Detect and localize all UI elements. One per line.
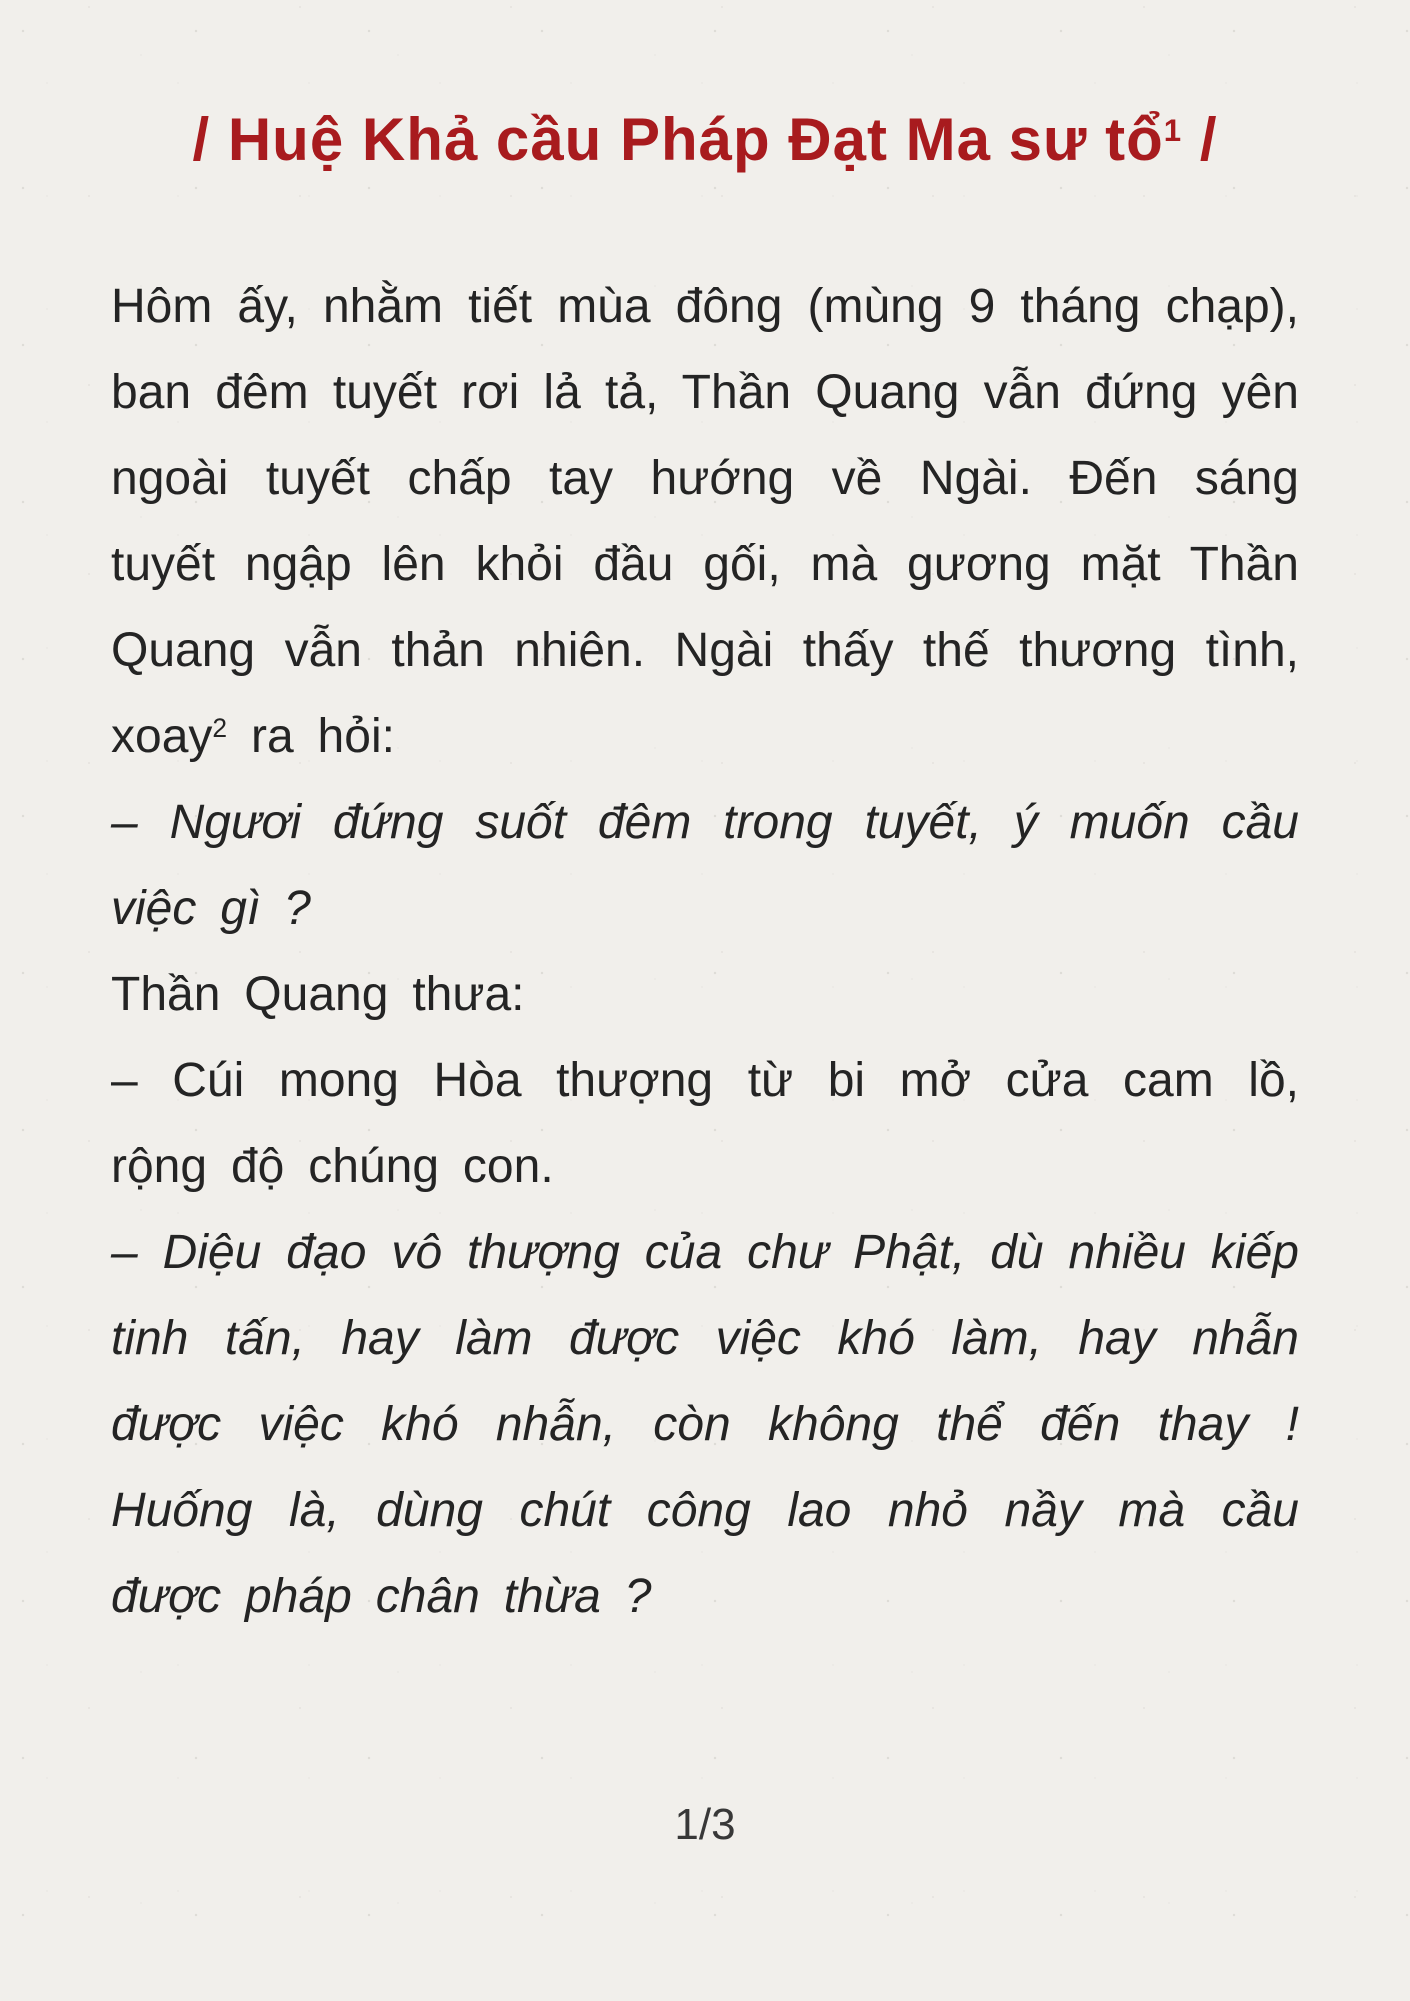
- paragraph: [111, 952, 1299, 1038]
- text-run: Thần Quang thưa:: [111, 968, 525, 1021]
- text-run: Hôm ấy, nhằm tiết mùa đông (mùng 9 tháng chạp), ban đêm tuyết rơi lả tả, Thần Quang vẫn đứng yên ngoài tuyết chấp tay hướng về Ngài. Đến sáng tuyết ngập lên khỏi đầu gối, mà gương mặt Thần Quang vẫn thản nhiên. Ngài thấy thế thương tình, xoay: [111, 280, 1299, 763]
- paragraph: [111, 780, 1299, 952]
- text-run: – Cúi mong Hòa thượng từ bi mở cửa cam lồ, rộng độ chúng con.: [111, 1054, 1299, 1193]
- page-number: 1/3: [674, 1800, 736, 1849]
- title-footnote-marker: 1: [1163, 113, 1183, 149]
- page-title: [0, 0, 1410, 176]
- page-title-text: / Huệ Khả cầu Pháp Đạt Ma sư tổ: [192, 106, 1164, 173]
- paragraph: [111, 1210, 1299, 1640]
- page-title-trailing-slash: /: [1182, 106, 1218, 173]
- footnote-marker: 2: [212, 713, 228, 744]
- text-run: – Ngươi đứng suốt đêm trong tuyết, ý muốn cầu việc gì ?: [111, 796, 1299, 935]
- body-text: [111, 264, 1299, 1640]
- paragraph: [111, 264, 1299, 780]
- text-run: – Diệu đạo vô thượng của chư Phật, dù nhiều kiếp tinh tấn, hay làm được việc khó làm, hay nhẫn được việc khó nhẫn, còn không thể đến thay ! Huống là, dùng chút công lao nhỏ nầy mà cầu được pháp chân thừa ?: [111, 1226, 1299, 1623]
- paragraph: [111, 1038, 1299, 1210]
- text-run: ra hỏi:: [227, 710, 395, 763]
